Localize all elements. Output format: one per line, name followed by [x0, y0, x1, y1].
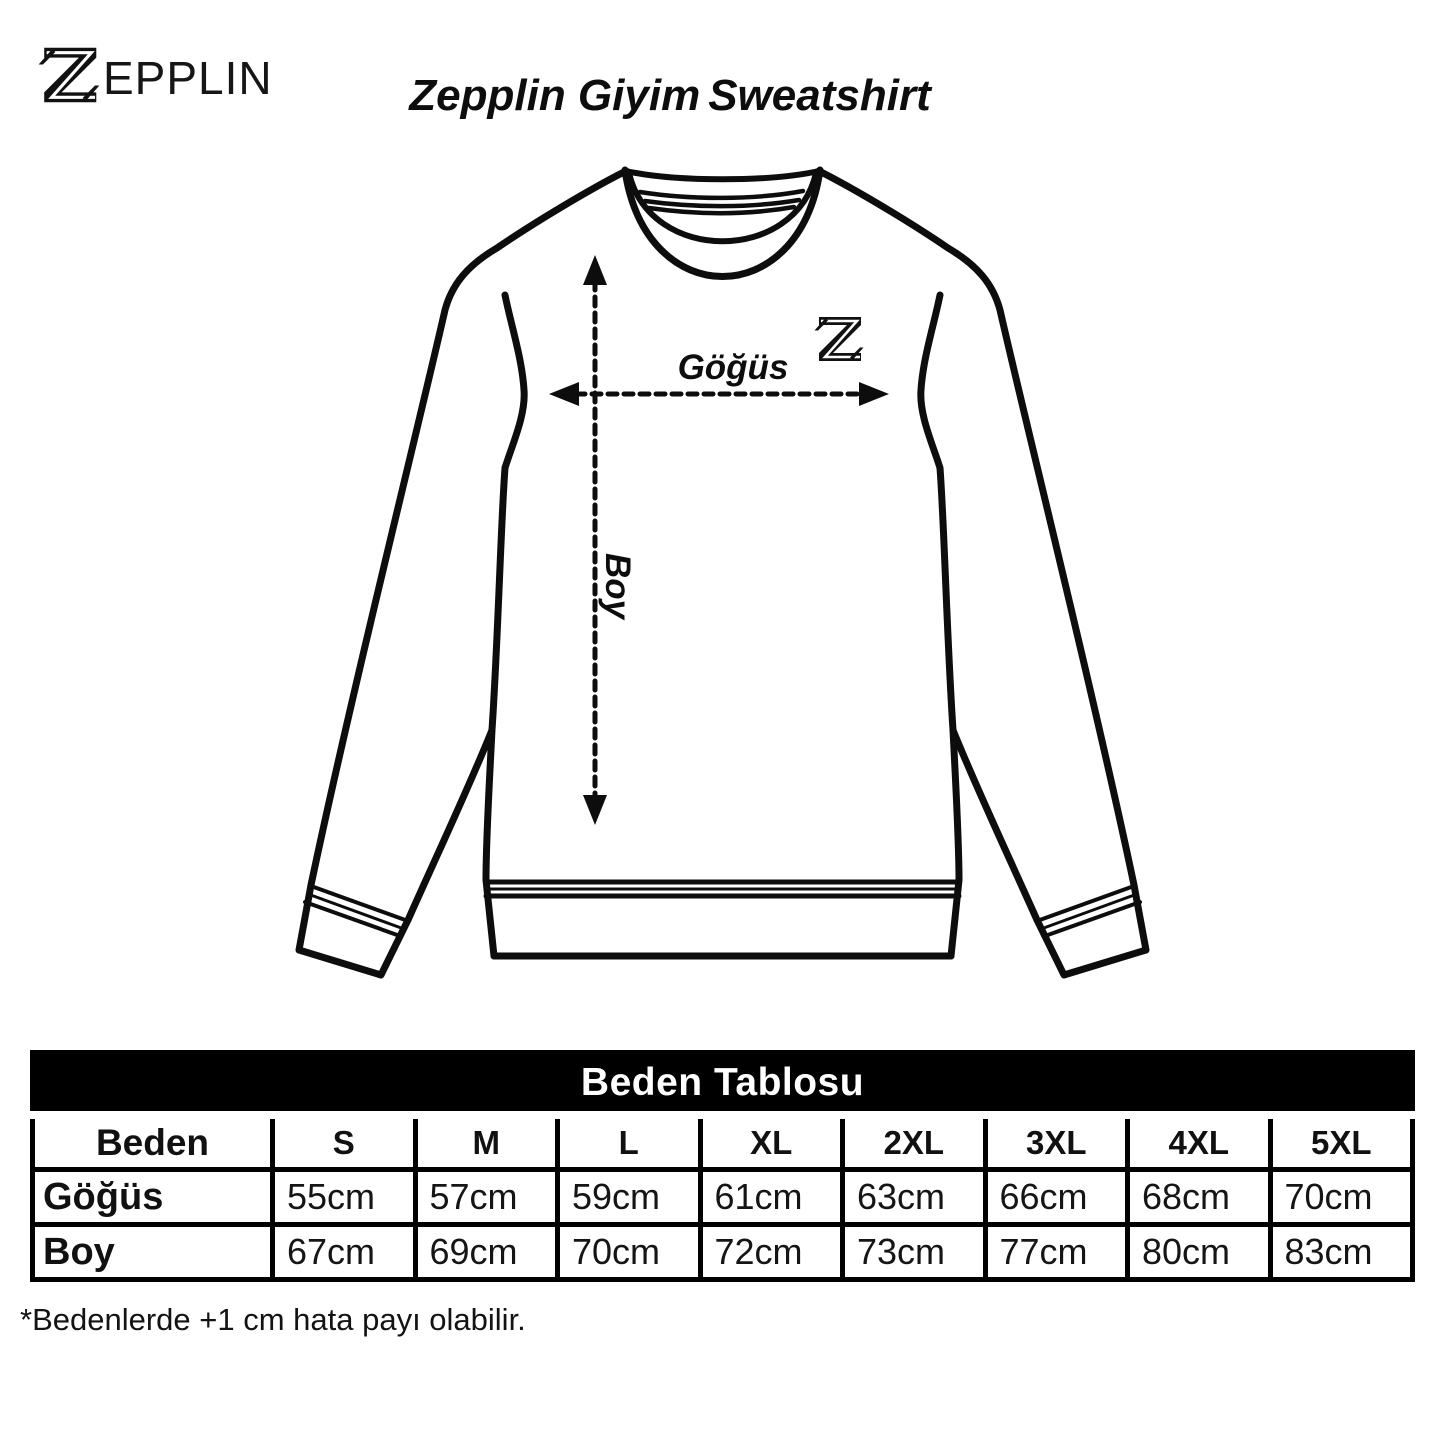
- size-col-2xl: 2XL: [843, 1115, 986, 1170]
- chest-dimension-label: Göğüs: [677, 348, 789, 387]
- right-sleeve: [819, 171, 1146, 975]
- length-value-2xl: 73cm: [843, 1225, 986, 1280]
- length-row-label: Boy: [33, 1225, 273, 1280]
- page-title: [409, 71, 931, 120]
- chest-row: [33, 1170, 1413, 1225]
- length-value-s: 67cm: [273, 1225, 416, 1280]
- length-value-m: 69cm: [415, 1225, 558, 1280]
- length-value-xl: 72cm: [700, 1225, 843, 1280]
- zepplin-z-icon: [38, 44, 100, 106]
- size-col-xl: XL: [700, 1115, 843, 1170]
- chest-value-5xl: 70cm: [1270, 1170, 1413, 1225]
- chest-value-2xl: 63cm: [843, 1170, 986, 1225]
- chest-value-3xl: 66cm: [985, 1170, 1128, 1225]
- header-beden: Beden: [33, 1115, 273, 1170]
- size-col-l: L: [558, 1115, 701, 1170]
- length-value-3xl: 77cm: [985, 1225, 1128, 1280]
- size-tolerance-note: *Bedenlerde +1 cm hata payı olabilir.: [20, 1302, 526, 1337]
- table-title-row: [33, 1053, 1413, 1115]
- collar: [625, 170, 820, 277]
- size-col-m: M: [415, 1115, 558, 1170]
- length-value-l: 70cm: [558, 1225, 701, 1280]
- chest-value-s: 55cm: [273, 1170, 416, 1225]
- chest-row-label: Göğüs: [33, 1170, 273, 1225]
- title-prefix: Zepplin Giyim: [409, 71, 701, 120]
- left-sleeve: [299, 171, 626, 975]
- chest-value-m: 57cm: [415, 1170, 558, 1225]
- brand-logo: [38, 44, 273, 106]
- table-header-row: [33, 1115, 1413, 1170]
- size-col-3xl: 3XL: [985, 1115, 1128, 1170]
- title-suffix: Sweatshirt: [708, 71, 931, 120]
- brand-name: EPPLIN: [103, 52, 273, 104]
- sweatshirt-diagram: [280, 140, 1170, 1010]
- chest-value-l: 59cm: [558, 1170, 701, 1225]
- table-title: Beden Tablosu: [33, 1053, 1413, 1115]
- length-value-5xl: 83cm: [1270, 1225, 1413, 1280]
- size-col-s: S: [273, 1115, 416, 1170]
- size-col-4xl: 4XL: [1128, 1115, 1271, 1170]
- length-arrow: [583, 255, 607, 825]
- chest-value-4xl: 68cm: [1128, 1170, 1271, 1225]
- length-dimension-label: Boy: [598, 553, 637, 620]
- length-row: [33, 1225, 1413, 1280]
- size-col-5xl: 5XL: [1270, 1115, 1413, 1170]
- chest-value-xl: 61cm: [700, 1170, 843, 1225]
- body-hem: [486, 730, 959, 956]
- chest-z-logo-icon: [815, 317, 864, 361]
- length-value-4xl: 80cm: [1128, 1225, 1271, 1280]
- size-table: [30, 1050, 1415, 1282]
